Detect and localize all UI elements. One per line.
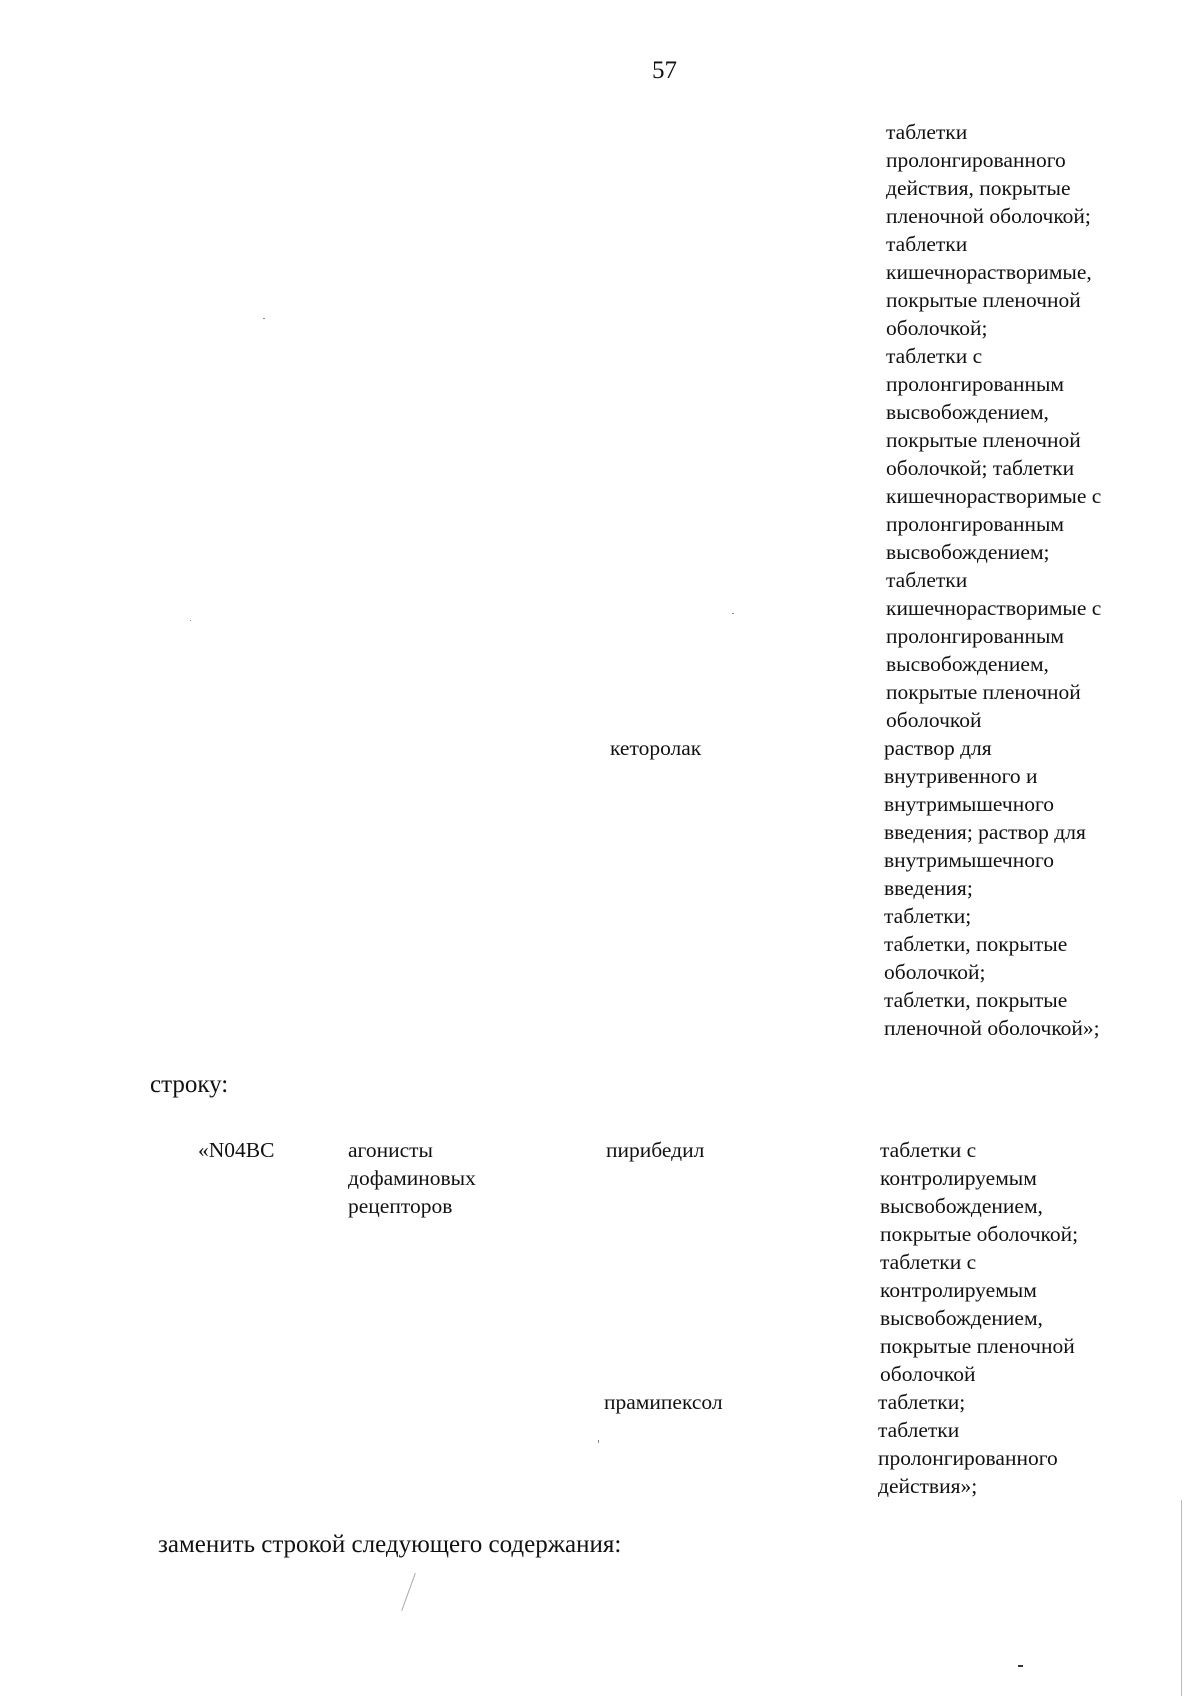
dosage-form-line: пролонгированного [886,148,1066,172]
replace-instruction: заменить строкой следующего содержания: [158,1531,622,1558]
dosage-form-line: действия»; [878,1474,978,1498]
dosage-form-line: высвобождением; [886,540,1050,564]
dosage-form-line: кишечнорастворимые с [886,596,1102,620]
dosage-form-line: покрытые пленочной [880,1334,1075,1358]
dosage-form-line: таблетки с [880,1250,977,1274]
scan-speck [263,318,265,319]
dosage-form-line: пленочной оболочкой; [886,204,1091,228]
dosage-form-line: оболочкой [886,708,982,732]
piribedil-forms [880,1136,1078,1388]
pharmacological-group [348,1136,476,1220]
dosage-form-line: пленочной оболочкой»; [884,1016,1100,1040]
dosage-form-line: таблетки с [886,344,983,368]
dosage-form-line: таблетки; [878,1390,966,1414]
dosage-form-line: высвобождением, [880,1194,1043,1218]
scan-speck [598,1440,599,1443]
pramipexole-forms [878,1388,1058,1500]
dosage-form-line: высвобождением, [880,1306,1043,1330]
scan-edge [1181,1500,1182,1696]
dosage-form-line: таблетки, покрытые [884,932,1068,956]
dosage-form-line: введения; раствор для [884,820,1086,844]
ketorolac-forms [884,734,1100,1042]
dosage-form-line: контролируемым [880,1278,1037,1302]
dosage-form-line: пролонгированным [886,512,1065,536]
page-number: 57 [652,57,677,84]
drug-name-pramipexole: прамипексол [604,1390,723,1414]
dosage-form-line: оболочкой; [886,316,988,340]
scan-speck [732,613,734,614]
drug-name-piribedil: пирибедил [606,1138,705,1162]
dosage-form-line: внутримышечного [884,848,1055,872]
dosage-form-line: раствор для [884,736,992,760]
dosage-form-line: пролонгированного [878,1446,1058,1470]
dosage-form-line: введения; [884,876,973,900]
atc-code: «N04BC [198,1138,275,1162]
dosage-form-line: покрытые пленочной [886,680,1081,704]
dosage-form-line: кишечнорастворимые, [886,260,1092,284]
dosage-form-line: высвобождением, [886,652,1049,676]
group-line: агонисты [348,1138,433,1162]
dosage-form-line: внутримышечного [884,792,1055,816]
dosage-form-line: таблетки [886,568,968,592]
dosage-form-line: кишечнорастворимые с [886,484,1102,508]
dosage-form-line: покрытые пленочной [886,288,1081,312]
dosage-form-line: контролируемым [880,1166,1037,1190]
dosage-form-line: таблетки с [880,1138,977,1162]
drug-name-ketorolac: кеторолак [610,736,702,760]
dosage-form-line: действия, покрытые [886,176,1071,200]
dosage-form-line: покрытые пленочной [886,428,1081,452]
dosage-form-line: внутривенного и [884,764,1038,788]
dosage-form-line: пролонгированным [886,624,1065,648]
dosage-form-line: оболочкой [880,1362,976,1386]
dosage-form-line: оболочкой; [884,960,986,984]
scan-speck [401,1573,416,1611]
dosage-form-line: оболочкой; таблетки [886,456,1075,480]
group-line: рецепторов [348,1194,453,1218]
dosage-forms-list [886,118,1101,734]
dosage-form-line: таблетки [886,120,968,144]
dosage-form-line: таблетки [886,232,968,256]
dosage-form-line: высвобождением, [886,400,1049,424]
stroku-label: строку: [150,1071,229,1098]
dosage-form-line: покрытые оболочкой; [880,1222,1079,1246]
scan-speck [1018,1665,1023,1667]
dosage-form-line: таблетки, покрытые [884,988,1068,1012]
dosage-form-line: таблетки; [884,904,972,928]
dosage-form-line: таблетки [878,1418,960,1442]
dosage-form-line: пролонгированным [886,372,1065,396]
group-line: дофаминовых [348,1166,476,1190]
scan-speck [190,620,191,621]
